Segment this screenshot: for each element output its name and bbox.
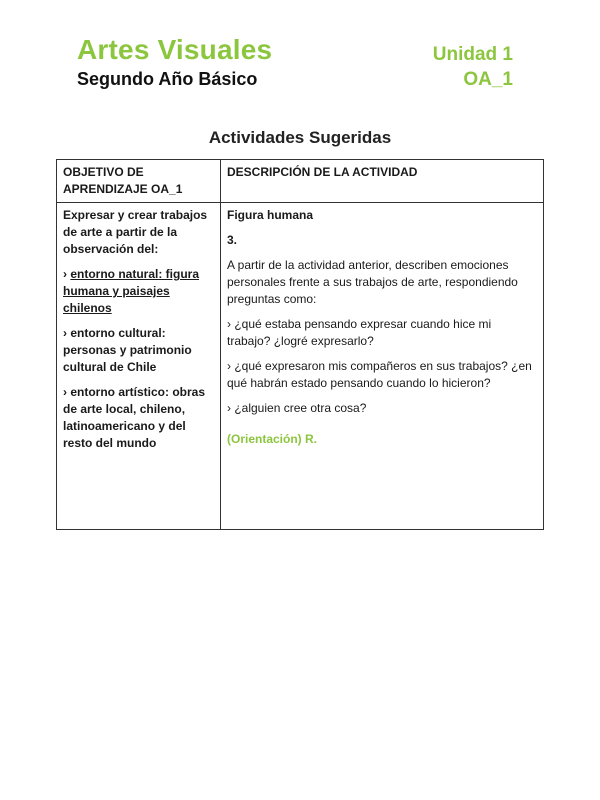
objective-item-natural <box>63 266 214 317</box>
section-title: Actividades Sugeridas <box>208 128 392 147</box>
activity-intro: A partir de la actividad anterior, describen emociones personales frente a sus trabajos de arte, respondiendo preguntas como: <box>227 258 518 306</box>
bullet-marker: › <box>63 267 71 281</box>
activity-cell <box>221 203 544 530</box>
objective-column-header: OBJETIVO DE APRENDIZAJE OA_1 <box>57 160 221 203</box>
activity-title: Figura humana <box>227 208 314 222</box>
grade-subtitle: Segundo Año Básico <box>77 69 258 89</box>
activity-number: 3. <box>227 233 238 247</box>
objective-item-natural-text: entorno natural: figura humana y paisajes chilenos <box>63 267 200 315</box>
oa-label: OA_1 <box>463 69 513 90</box>
activities-table <box>56 159 544 530</box>
table-header-row <box>57 160 544 203</box>
unit-label: Unidad 1 <box>432 44 513 65</box>
objective-item-cultural: › entorno cultural: personas y patrimonio cultural de Chile <box>63 326 192 374</box>
orientation-note: (Orientación) R. <box>227 432 318 446</box>
activity-question-1: › ¿qué estaba pensando expresar cuando hice mi trabajo? ¿logré expresarlo? <box>227 317 492 348</box>
description-column-header: DESCRIPCIÓN DE LA ACTIVIDAD <box>221 160 544 203</box>
table-row <box>57 203 544 530</box>
objective-cell <box>57 203 221 530</box>
activity-question-2: › ¿qué expresaron mis compañeros en sus trabajos? ¿en qué habrán estado pensando cuando lo hicieron? <box>227 359 532 390</box>
objective-intro: Expresar y crear trabajos de arte a partir de la observación del: <box>63 208 208 256</box>
activity-question-3: › ¿alguien cree otra cosa? <box>227 401 367 415</box>
objective-item-artistic: › entorno artístico: obras de arte local, chileno, latinoamericano y del resto del mundo <box>63 385 206 450</box>
subject-title: Artes Visuales <box>77 34 273 65</box>
